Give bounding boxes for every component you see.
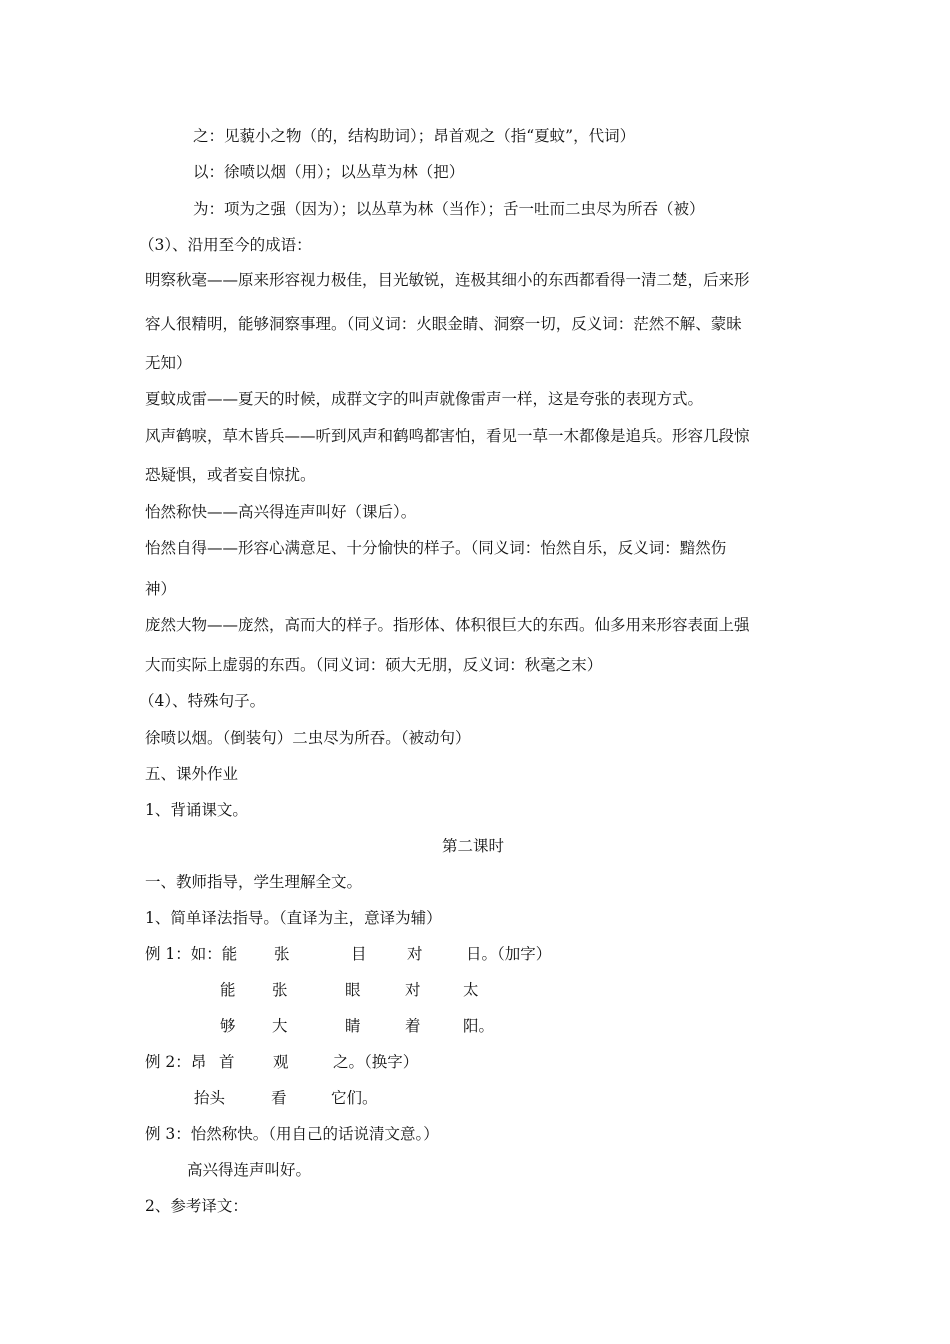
example-1-gloss: 睛 <box>345 1017 361 1035</box>
example-1-gloss: 阳。 <box>463 1017 495 1035</box>
example-2-word: 之。（换字） <box>333 1053 419 1071</box>
example-2-gloss: 抬头 <box>194 1089 226 1107</box>
example-2-gloss: 看 <box>271 1089 287 1107</box>
example-1-word: 日。（加字） <box>466 945 552 963</box>
section-heading: 五、课外作业 <box>145 765 239 783</box>
text-line: 风声鹤唳，草木皆兵——听到风声和鹤鸣都害怕，看见一草一木都像是追兵。形容几段惊 <box>145 427 750 445</box>
text-line: 神） <box>145 580 177 598</box>
section-heading: 一、教师指导，学生理解全文。 <box>145 873 363 891</box>
text-line: 怡然称快——高兴得连声叫好（课后）。 <box>145 503 417 521</box>
example-2-gloss: 它们。 <box>331 1089 378 1107</box>
example-1-gloss: 能 <box>220 981 236 999</box>
text-line: 徐喷以烟。（倒装句）二虫尽为所吞。（被动句） <box>145 729 471 747</box>
example-1-gloss: 对 <box>405 981 421 999</box>
text-line: 夏蚊成雷——夏天的时候，成群文字的叫声就像雷声一样，这是夸张的表现方式。 <box>145 390 704 408</box>
example-1-word: 对 <box>407 945 423 963</box>
text-line: 之：见藐小之物（的，结构助词）；昂首观之（指“夏蚊”，代词） <box>193 127 636 145</box>
text-line: 怡然自得——形容心满意足、十分愉快的样子。（同义词：怡然自乐，反义词：黯然伤 <box>145 539 727 557</box>
example-1-label: 例 1：如：能 <box>145 945 238 963</box>
text-line: 为：项为之强（因为）；以丛草为林（当作）；舌一吐而二虫尽为所吞（被） <box>193 200 705 218</box>
example-1-gloss: 大 <box>272 1017 288 1035</box>
example-1-word: 张 <box>274 945 290 963</box>
example-1-gloss: 太 <box>463 981 479 999</box>
example-3-label: 例 3：怡然称快。（用自己的话说清文意。） <box>145 1125 439 1143</box>
text-line: 大而实际上虚弱的东西。（同义词：硕大无朋，反义词：秋毫之末） <box>145 656 603 674</box>
text-line: 明察秋毫——原来形容视力极佳，目光敏锐，连极其细小的东西都看得一清二楚，后来形 <box>145 271 750 289</box>
text-line: 庞然大物——庞然，高而大的样子。指形体、体积很巨大的东西。仙多用来形容表面上强 <box>145 616 750 634</box>
example-1-gloss: 着 <box>405 1017 421 1035</box>
text-line: 无知） <box>145 354 192 372</box>
text-line: 恐疑惧，或者妄自惊扰。 <box>145 466 316 484</box>
text-line: 1、背诵课文。 <box>145 801 248 819</box>
text-line: 1、简单译法指导。（直译为主，意译为辅） <box>145 909 442 927</box>
text-line: 2、参考译文： <box>145 1197 248 1215</box>
text-line: （3）、沿用至今的成语： <box>139 236 312 254</box>
example-1-gloss: 眼 <box>345 981 361 999</box>
example-1-gloss: 张 <box>272 981 288 999</box>
text-line: 容人很精明，能够洞察事理。（同义词：火眼金睛、洞察一切，反义词：茫然不解、蒙昧 <box>145 315 742 333</box>
text-line: 以：徐喷以烟（用）；以丛草为林（把） <box>193 163 465 181</box>
example-1-gloss: 够 <box>220 1017 236 1035</box>
example-2-word: 观 <box>273 1053 289 1071</box>
example-1-word: 目 <box>351 945 367 963</box>
text-line: （4）、特殊句子。 <box>139 692 266 710</box>
example-2-label: 例 2：昂 <box>145 1053 207 1071</box>
example-3-gloss: 高兴得连声叫好。 <box>187 1161 312 1179</box>
lesson-title: 第二课时 <box>442 837 505 855</box>
example-2-word: 首 <box>219 1053 235 1071</box>
